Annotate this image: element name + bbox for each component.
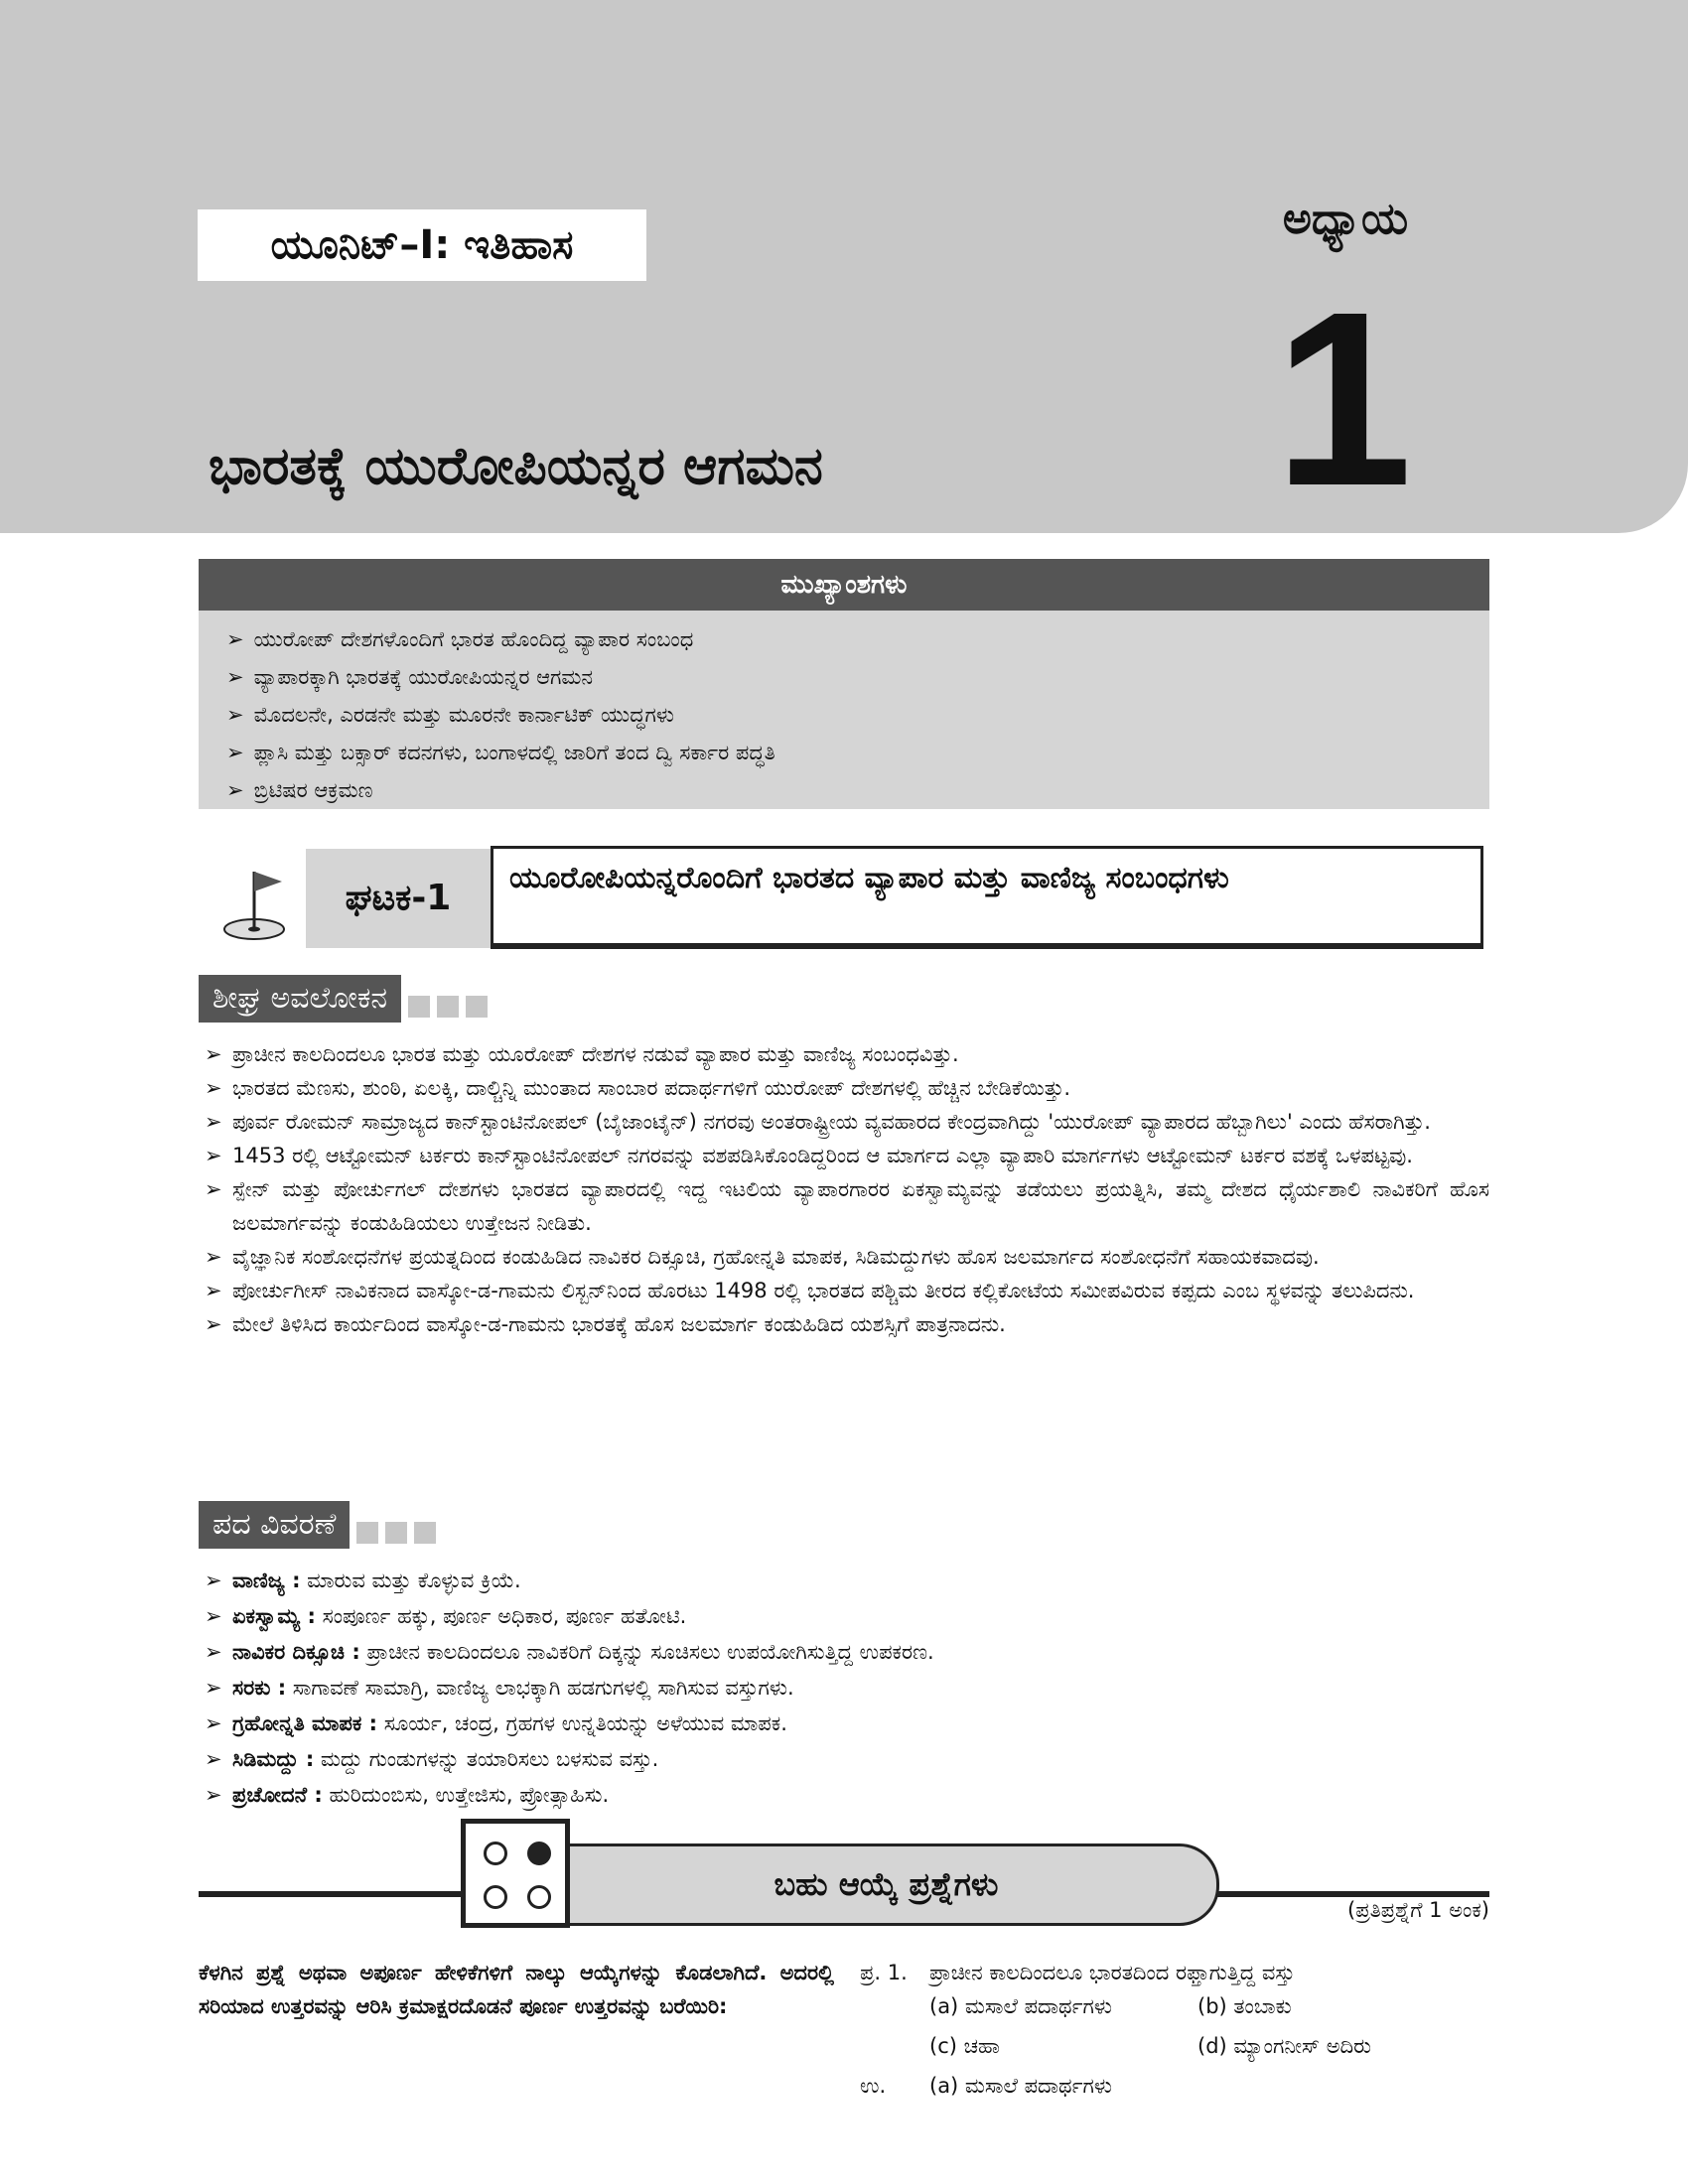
arrow-bullet-icon: ➢	[226, 627, 244, 651]
overview-item: ➢ ಭಾರತದ ಮೆಣಸು, ಶುಂಠಿ, ಏಲಕ್ಕಿ, ದಾಲ್ಚಿನ್ನಿ ಮುಂತಾದ ಸಾಂಬಾರ ಪದಾರ್ಥಗಳಿಗೆ ಯುರೋಪ್ ದೇಶಗಳಲ್ಲಿ ಹೆಚ್ಚಿನ ಬೇಡಿಕೆಯಿತ್ತು.	[199, 1071, 1489, 1105]
arrow-bullet-icon: ➢	[205, 1279, 222, 1302]
glossary-heading-bar	[199, 1501, 436, 1549]
glossary-item	[199, 1706, 1489, 1741]
glossary-definition: ಮಾರುವ ಮತ್ತು ಕೊಳ್ಳುವ ಕ್ರಿಯೆ.	[307, 1569, 521, 1592]
chapter-title: ಭಾರತಕ್ಕೆ ಯುರೋಪಿಯನ್ನರ ಆಗಮನ	[209, 437, 823, 496]
arrow-bullet-icon: ➢	[226, 741, 244, 764]
arrow-bullet-icon: ➢	[205, 1042, 222, 1066]
glossary-list	[199, 1563, 1489, 1813]
glossary-heading: ಪದ ವಿವರಣೆ	[199, 1501, 350, 1549]
glossary-item	[199, 1670, 1489, 1706]
chapter-number: 1	[1274, 260, 1413, 537]
arrow-bullet-icon: ➢	[205, 1711, 222, 1735]
overview-heading: ಶೀಘ್ರ ಅವಲೋಕನ	[199, 975, 401, 1023]
question-row	[860, 1956, 1495, 1989]
decor-square	[408, 996, 430, 1018]
highlight-item: ➢ ಬ್ರಿಟಿಷರ ಆಕ್ರಮಣ	[226, 778, 373, 802]
option-d: (d) ಮ್ಯಾಂಗನೀಸ್ ಅದಿರು	[1197, 2034, 1371, 2058]
question-1	[860, 1956, 1495, 2103]
answer-label: ಉ.	[860, 2074, 887, 2098]
mcq-heading-tab	[556, 1843, 1219, 1926]
highlight-item: ➢ ಪ್ಲಾಸಿ ಮತ್ತು ಬಕ್ಸಾರ್ ಕದನಗಳು, ಬಂಗಾಳದಲ್ಲಿ ಜಾರಿಗೆ ತಂದ ದ್ವಿ ಸರ್ಕಾರ ಪದ್ಧತಿ	[226, 741, 775, 764]
option-a: (a) ಮಸಾಲೆ ಪದಾರ್ಥಗಳು	[929, 1994, 1112, 2018]
unit-number: ಘಟಕ-1	[306, 849, 491, 948]
glossary-term: ಗ್ರಹೋನ್ನತಿ ಮಾಪಕ :	[232, 1711, 378, 1735]
glossary-item	[199, 1741, 1489, 1777]
arrow-bullet-icon: ➢	[205, 1676, 222, 1700]
arrow-bullet-icon: ➢	[226, 778, 244, 802]
glossary-term: ಸಿಡಿಮದ್ದು :	[232, 1747, 315, 1771]
overview-item: ➢ 1453 ರಲ್ಲಿ ಆಟ್ಟೋಮನ್ ಟರ್ಕರು ಕಾನ್‌ಸ್ಟಾಂಟಿನೋಪಲ್ ನಗರವನ್ನು ವಶಪಡಿಸಿಕೊಂಡಿದ್ದರಿಂದ ಆ ಮಾರ್ಗದ ಎಲ್ಲಾ ವ್ಯಾಪಾರಿ ಮಾರ್ಗಗಳು ಆಟ್ಟೋಮನ್ ಟರ್ಕರ ವಶಕ್ಕೆ ಒಳಪಟ್ಟವು.	[199, 1139, 1489, 1172]
question-number: ಪ್ರ. 1.	[860, 1961, 908, 1984]
option-b: (b) ತಂಬಾಕು	[1197, 1994, 1292, 2018]
glossary-definition: ಸಾಗಾವಣೆ ಸಾಮಾಗ್ರಿ, ವಾಣಿಜ್ಯ ಲಾಭಕ್ಕಾಗಿ ಹಡಗುಗಳಲ್ಲಿ ಸಾಗಿಸುವ ವಸ್ತುಗಳು.	[292, 1676, 794, 1700]
glossary-term: ವಾಣಿಜ್ಯ :	[232, 1569, 301, 1592]
highlights-list	[199, 620, 1489, 809]
highlights-heading: ಮುಖ್ಯಾಂಶಗಳು	[199, 559, 1489, 611]
overview-item: ➢ ವೈಜ್ಞಾನಿಕ ಸಂಶೋಧನೆಗಳ ಪ್ರಯತ್ನದಿಂದ ಕಂಡುಹಿಡಿದ ನಾವಿಕರ ದಿಕ್ಸೂಚಿ, ಗ್ರಹೋನ್ನತಿ ಮಾಪಕ, ಸಿಡಿಮದ್ದುಗಳು ಹೊಸ ಜಲಮಾರ್ಗದ ಸಂಶೋಧನೆಗೆ ಸಹಾಯಕವಾದವು.	[199, 1240, 1489, 1274]
highlight-item: ➢ ಮೊದಲನೇ, ಎರಡನೇ ಮತ್ತು ಮೂರನೇ ಕಾರ್ನಾಟಿಕ್ ಯುದ್ಧಗಳು	[226, 703, 674, 727]
chapter-label: ಅಧ್ಯಾಯ	[1282, 194, 1409, 244]
arrow-bullet-icon: ➢	[205, 1245, 222, 1269]
answer-row	[860, 2069, 1495, 2103]
decor-square	[466, 996, 488, 1018]
glossary-item	[199, 1598, 1489, 1634]
glossary-term: ನಾವಿಕರ ದಿಕ್ಸೂಚಿ :	[232, 1640, 360, 1664]
overview-item: ➢ ಸ್ಪೇನ್ ಮತ್ತು ಪೋರ್ಚುಗಲ್ ದೇಶಗಳು ಭಾರತದ ವ್ಯಾಪಾರದಲ್ಲಿ ಇದ್ದ ಇಟಲಿಯ ವ್ಯಾಪಾರಗಾರರ ಏಕಸ್ವಾಮ್ಯವನ್ನು ತಡೆಯಲು ಪ್ರಯತ್ನಿಸಿ, ತಮ್ಮ ದೇಶದ ಧೈರ್ಯಶಾಲಿ ನಾವಿಕರಿಗೆ ಹೊಸ ಜಲಮಾರ್ಗವನ್ನು ಕಂಡುಹಿಡಿಯಲು ಉತ್ತೇಜನ ನೀಡಿತು.	[199, 1172, 1489, 1240]
highlight-item: ➢ ಯುರೋಪ್ ದೇಶಗಳೊಂದಿಗೆ ಭಾರತ ಹೊಂದಿದ್ದ ವ್ಯಾಪಾರ ಸಂಬಂಧ	[226, 627, 694, 651]
glossary-term: ಏಕಸ್ವಾಮ್ಯ :	[232, 1604, 316, 1628]
glossary-definition: ಪ್ರಾಚೀನ ಕಾಲದಿಂದಲೂ ನಾವಿಕರಿಗೆ ದಿಕ್ಕನ್ನು ಸೂಚಿಸಲು ಉಪಯೋಗಿಸುತ್ತಿದ್ದ ಉಪಕರಣ.	[366, 1640, 934, 1664]
options-grid	[929, 1989, 1495, 2063]
arrow-bullet-icon: ➢	[226, 703, 244, 727]
glossary-definition: ಸೂರ್ಯ, ಚಂದ್ರ, ಗ್ರಹಗಳ ಉನ್ನತಿಯನ್ನು ಅಳೆಯುವ ಮಾಪಕ.	[383, 1711, 787, 1735]
decor-square	[414, 1522, 436, 1544]
overview-item: ➢ ಪೋರ್ಚುಗೀಸ್ ನಾವಿಕನಾದ ವಾಸ್ಕೋ-ಡ-ಗಾಮನು ಲಿಸ್ಬನ್‌ನಿಂದ ಹೊರಟು 1498 ರಲ್ಲಿ ಭಾರತದ ಪಶ್ಚಿಮ ತೀರದ ಕಲ್ಲಿಕೋಟೆಯ ಸಮೀಪವಿರುವ ಕಪ್ಪದು ಎಂಬ ಸ್ಥಳವನ್ನು ತಲುಪಿದನು.	[199, 1274, 1489, 1307]
arrow-bullet-icon: ➢	[205, 1604, 222, 1628]
arrow-bullet-icon: ➢	[205, 1110, 222, 1134]
glossary-definition: ಮದ್ದು ಗುಂಡುಗಳನ್ನು ತಯಾರಿಸಲು ಬಳಸುವ ವಸ್ತು.	[320, 1747, 659, 1771]
arrow-bullet-icon: ➢	[205, 1144, 222, 1167]
golf-flag-icon	[218, 868, 298, 947]
overview-item: ➢ ಮೇಲೆ ತಿಳಿಸಿದ ಕಾರ್ಯದಿಂದ ವಾಸ್ಕೋ-ಡ-ಗಾಮನು ಭಾರತಕ್ಕೆ ಹೊಸ ಜಲಮಾರ್ಗ ಕಂಡುಹಿಡಿದ ಯಶಸ್ಸಿಗೆ ಪಾತ್ರನಾದನು.	[199, 1307, 1489, 1341]
mcq-instructions: ಕೆಳಗಿನ ಪ್ರಶ್ನೆ ಅಥವಾ ಅಪೂರ್ಣ ಹೇಳಿಕೆಗಳಿಗೆ ನಾಲ್ಕು ಆಯ್ಕೆಗಳನ್ನು ಕೊಡಲಾಗಿದೆ. ಅದರಲ್ಲಿ ಸರಿಯಾದ ಉತ್ತರವನ್ನು ಆರಿಸಿ ಕ್ರಮಾಕ್ಷರದೊಡನೆ ಪೂರ್ಣ ಉತ್ತರವನ್ನು ಬರೆಯಿರಿ:	[199, 1961, 834, 2018]
glossary-definition: ಸಂಪೂರ್ಣ ಹಕ್ಕು, ಪೂರ್ಣ ಅಧಿಕಾರ, ಪೂರ್ಣ ಹತೋಟಿ.	[322, 1604, 687, 1628]
glossary-term: ಸರಕು :	[232, 1676, 287, 1700]
unit-title: ಯೂರೋಪಿಯನ್ನರೊಂದಿಗೆ ಭಾರತದ ವ್ಯಾಪಾರ ಮತ್ತು ವಾಣಿಜ್ಯ ಸಂಬಂಧಗಳು	[491, 846, 1483, 949]
option-circle-icon	[484, 1885, 507, 1909]
question-text: ಪ್ರಾಚೀನ ಕಾಲದಿಂದಲೂ ಭಾರತದಿಂದ ರಫ್ತಾಗುತ್ತಿದ್ದ ವಸ್ತು	[929, 1961, 1295, 1984]
arrow-bullet-icon: ➢	[226, 665, 244, 689]
glossary-term: ಪ್ರಚೋದನೆ :	[232, 1783, 323, 1807]
option-circle-filled-icon	[527, 1842, 551, 1865]
decor-square	[385, 1522, 407, 1544]
arrow-bullet-icon: ➢	[205, 1312, 222, 1336]
arrow-bullet-icon: ➢	[205, 1747, 222, 1771]
answer-text: (a) ಮಸಾಲೆ ಪದಾರ್ಥಗಳು	[929, 2074, 1112, 2098]
glossary-item	[199, 1563, 1489, 1598]
option-c: (c) ಚಹಾ	[929, 2034, 1000, 2058]
decor-square	[356, 1522, 378, 1544]
unit-header	[218, 846, 1489, 958]
arrow-bullet-icon: ➢	[205, 1640, 222, 1664]
overview-item: ➢ ಪ್ರಾಚೀನ ಕಾಲದಿಂದಲೂ ಭಾರತ ಮತ್ತು ಯೂರೋಪ್ ದೇಶಗಳ ನಡುವೆ ವ್ಯಾಪಾರ ಮತ್ತು ವಾಣಿಜ್ಯ ಸಂಬಂಧವಿತ್ತು.	[199, 1037, 1489, 1071]
glossary-item	[199, 1777, 1489, 1813]
highlight-item: ➢ ವ್ಯಾಪಾರಕ್ಕಾಗಿ ಭಾರತಕ್ಕೆ ಯುರೋಪಿಯನ್ನರ ಆಗಮನ	[226, 665, 594, 689]
option-circle-icon	[484, 1842, 507, 1865]
unit-label: ಯೂನಿಟ್–I: ಇತಿಹಾಸ	[198, 209, 646, 281]
decor-square	[437, 996, 459, 1018]
option-circle-icon	[527, 1885, 551, 1909]
arrow-bullet-icon: ➢	[205, 1783, 222, 1807]
mcq-heading: ಬಹು ಆಯ್ಕೆ ಪ್ರಶ್ನೆಗಳು	[774, 1865, 999, 1903]
overview-heading-bar	[199, 975, 488, 1023]
glossary-definition: ಹುರಿದುಂಬಿಸು, ಉತ್ತೇಜಿಸು, ಪ್ರೋತ್ಸಾಹಿಸು.	[329, 1783, 610, 1807]
mcq-marks-note: (ಪ್ರತಿಪ್ರಶ್ನೆಗೆ 1 ಅಂಕ)	[1347, 1898, 1489, 1922]
arrow-bullet-icon: ➢	[205, 1569, 222, 1592]
highlights-box	[199, 559, 1489, 809]
arrow-bullet-icon: ➢	[205, 1076, 222, 1100]
arrow-bullet-icon: ➢	[205, 1177, 222, 1201]
glossary-item	[199, 1634, 1489, 1670]
overview-list	[199, 1037, 1489, 1341]
mcq-options-icon	[461, 1819, 570, 1928]
overview-item: ➢ ಪೂರ್ವ ರೋಮನ್ ಸಾಮ್ರಾಜ್ಯದ ಕಾನ್‌ಸ್ಟಾಂಟಿನೋಪಲ್ (ಬೈಜಾಂಟೈನ್) ನಗರವು ಅಂತರಾಷ್ಟ್ರೀಯ ವ್ಯವಹಾರದ ಕೇಂದ್ರವಾಗಿದ್ದು 'ಯುರೋಪ್ ವ್ಯಾಪಾರದ ಹೆಬ್ಬಾಗಿಲು' ಎಂದು ಹೆಸರಾಗಿತ್ತು.	[199, 1105, 1489, 1139]
